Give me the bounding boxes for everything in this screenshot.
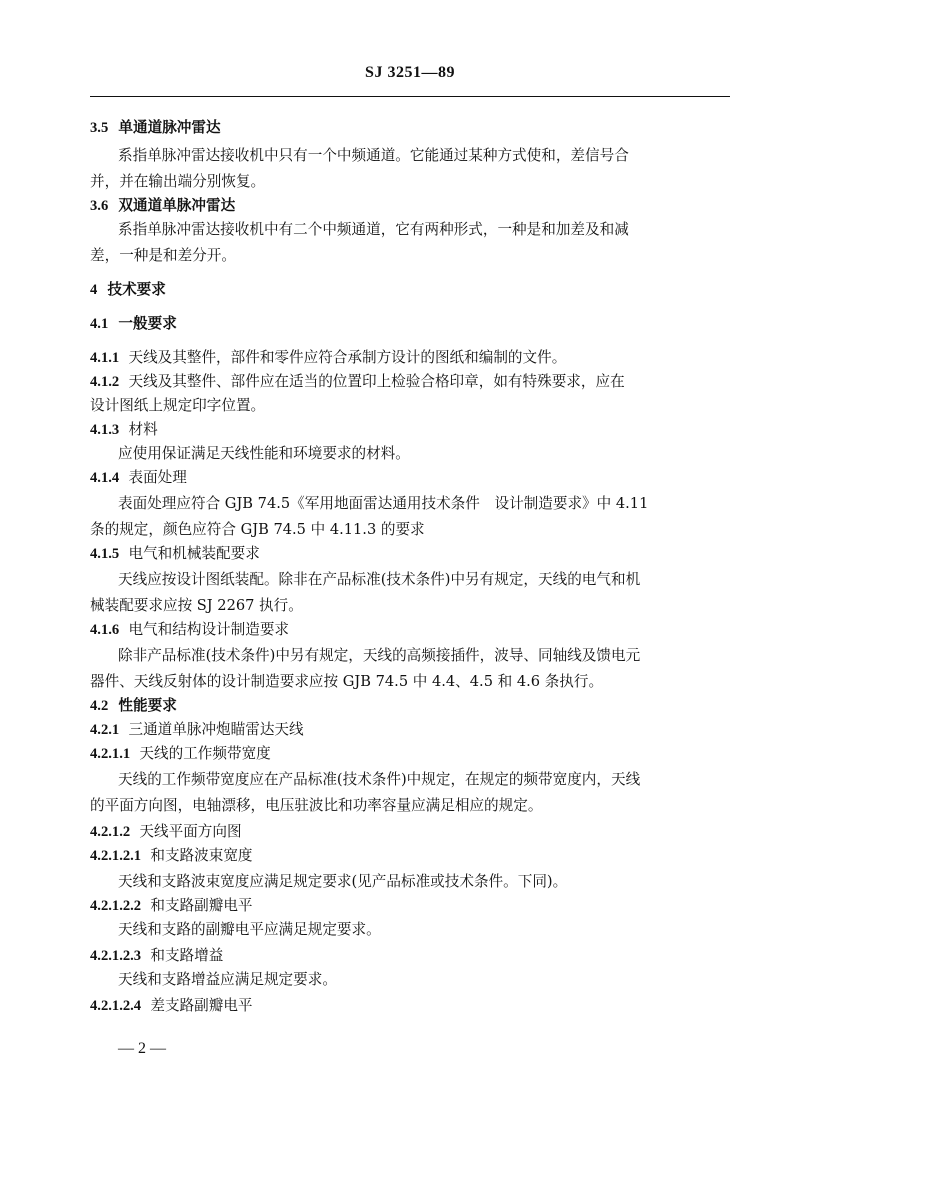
- clause-line: [90, 468, 187, 488]
- clause-number: 4.1.4: [90, 470, 120, 486]
- clause-number: 4.2.1.2.2: [90, 898, 142, 914]
- clause-line: [90, 822, 242, 842]
- paragraph-line: 并，并在输出端分别恢复。: [90, 173, 266, 190]
- clause-text: 天线的工作频带宽度: [139, 745, 271, 762]
- clause-number: 4.1.3: [90, 422, 120, 438]
- clause-text: 电气和结构设计制造要求: [128, 621, 290, 638]
- clause-number: 4.2.1.2.4: [90, 998, 142, 1014]
- section-title: 性能要求: [118, 697, 177, 714]
- clause-number: 4.1.5: [90, 546, 120, 562]
- clause-number: 4.1.2: [90, 374, 120, 390]
- paragraph-line: 的平面方向图，电轴漂移，电压驻波比和功率容量应满足相应的规定。: [90, 797, 543, 814]
- section-number: 4: [90, 282, 98, 298]
- paragraph-line: 器件、天线反射体的设计制造要求应按 GJB 74.5 中 4.4、4.5 和 4.6 条执行。: [90, 673, 604, 690]
- clause-line: [90, 348, 566, 368]
- paragraph-line: 天线应按设计图纸装配。除非在产品标准(技术条件)中另有规定，天线的电气和机: [118, 571, 641, 588]
- section-heading: [90, 118, 221, 138]
- page-number: — 2 —: [118, 1040, 166, 1057]
- paragraph-line: 应使用保证满足天线性能和环境要求的材料。: [118, 445, 410, 462]
- clause-line: [90, 996, 253, 1016]
- clause-text: 和支路副瓣电平: [150, 897, 253, 914]
- section-title: 双通道单脉冲雷达: [118, 197, 236, 214]
- clause-line: [90, 744, 271, 764]
- clause-line: [90, 420, 158, 440]
- header-rule: [90, 96, 730, 97]
- paragraph-line: 表面处理应符合 GJB 74.5《军用地面雷达通用技术条件 设计制造要求》中 4.11: [118, 495, 649, 512]
- chapter-heading: [90, 280, 166, 300]
- clause-number: 4.2.1.2.3: [90, 948, 142, 964]
- section-title: 单通道脉冲雷达: [118, 119, 221, 136]
- clause-text: 天线平面方向图: [139, 823, 242, 840]
- section-title: 技术要求: [107, 281, 166, 298]
- clause-line: [90, 620, 289, 640]
- paragraph-line: 差，一种是和差分开。: [90, 247, 236, 264]
- paragraph-line: 天线和支路增益应满足规定要求。: [118, 971, 337, 988]
- clause-line: [90, 544, 260, 564]
- paragraph-line: 条的规定，颜色应符合 GJB 74.5 中 4.11.3 的要求: [90, 521, 425, 538]
- clause-line: [90, 946, 223, 966]
- clause-line: [90, 720, 304, 740]
- clause-text: 表面处理: [128, 469, 187, 486]
- section-heading: [90, 696, 177, 716]
- clause-text: 三通道单脉冲炮瞄雷达天线: [128, 721, 304, 738]
- document-code-header: SJ 3251—89: [365, 64, 455, 81]
- clause-text: 材料: [128, 421, 158, 438]
- paragraph-line: 天线的工作频带宽度应在产品标准(技术条件)中规定，在规定的频带宽度内，天线: [118, 771, 641, 788]
- clause-number: 4.2.1.1: [90, 746, 131, 762]
- section-number: 4.1: [90, 316, 109, 332]
- clause-number: 4.2.1.2.1: [90, 848, 142, 864]
- clause-line: [90, 846, 253, 866]
- paragraph-line: 除非产品标准(技术条件)中另有规定，天线的高频接插件，波导、同轴线及馈电元: [118, 647, 641, 664]
- clause-line: [90, 896, 253, 916]
- clause-text: 和支路波束宽度: [150, 847, 253, 864]
- clause-text: 差支路副瓣电平: [150, 997, 253, 1014]
- section-heading: [90, 314, 177, 334]
- clause-text: 和支路增益: [150, 947, 224, 964]
- section-number: 3.5: [90, 120, 109, 136]
- paragraph-line: 天线和支路的副瓣电平应满足规定要求。: [118, 921, 381, 938]
- clause-number: 4.1.6: [90, 622, 120, 638]
- section-heading: [90, 196, 235, 216]
- clause-number: 4.2.1: [90, 722, 120, 738]
- clause-number: 4.2.1.2: [90, 824, 131, 840]
- clause-text: 天线及其整件、部件应在适当的位置印上检验合格印章，如有特殊要求，应在: [128, 373, 625, 390]
- paragraph-line: 系指单脉冲雷达接收机中只有一个中频通道。它能通过某种方式使和，差信号合: [118, 147, 629, 164]
- clause-text: 天线及其整件，部件和零件应符合承制方设计的图纸和编制的文件。: [128, 349, 567, 366]
- section-number: 4.2: [90, 698, 109, 714]
- section-title: 一般要求: [118, 315, 177, 332]
- clause-text: 电气和机械装配要求: [128, 545, 260, 562]
- paragraph-line: 械装配要求应按 SJ 2267 执行。: [90, 597, 303, 614]
- paragraph-line: 天线和支路波束宽度应满足规定要求(见产品标准或技术条件。下同)。: [118, 873, 568, 890]
- paragraph-line: 系指单脉冲雷达接收机中有二个中频通道，它有两种形式，一种是和加差及和减: [118, 221, 629, 238]
- clause-number: 4.1.1: [90, 350, 120, 366]
- clause-line: [90, 372, 625, 392]
- paragraph-line: 设计图纸上规定印字位置。: [90, 397, 266, 414]
- section-number: 3.6: [90, 198, 109, 214]
